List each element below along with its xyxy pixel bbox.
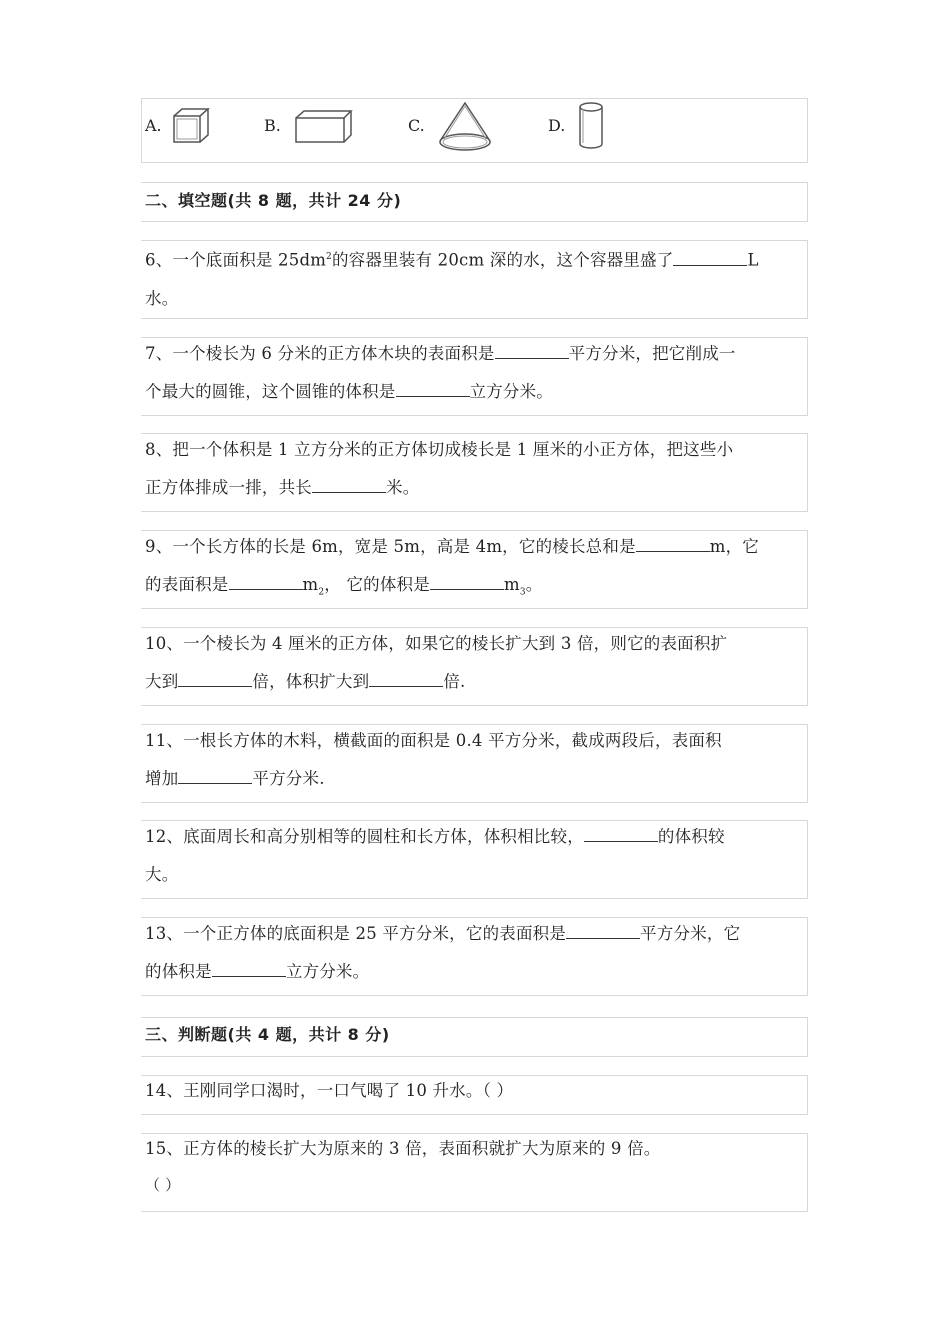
answer-parentheses[interactable]: （ ） — [145, 1176, 181, 1194]
option-d-label: D. — [548, 116, 566, 135]
cuboid-icon — [293, 108, 355, 146]
answer-blank[interactable] — [396, 380, 470, 397]
question-7: 7、一个棱长为 6 分米的正方体木块的表面积是 平方分米，把它削成一 个最大的圆锥，这个圆锥的体积是 立方分米。 — [145, 344, 736, 401]
question-12: 12、底面周长和高分别相等的圆柱和长方体，体积相比较， 的体积较 大。 — [145, 827, 725, 884]
answer-blank[interactable] — [584, 825, 658, 842]
cone-icon — [436, 99, 494, 155]
answer-blank[interactable] — [636, 535, 710, 552]
question-13: 13、一个正方体的底面积是 25 平方分米，它的表面积是 平方分米，它 的体积是 立方分米。 — [145, 924, 741, 981]
section2-title: 二、填空题(共 8 题，共计 24 分) — [145, 191, 402, 210]
answer-blank[interactable] — [495, 342, 569, 359]
answer-blank[interactable] — [673, 249, 747, 266]
question-14: 14、王刚同学口渴时，一口气喝了 10 升水。（ ） — [145, 1081, 514, 1100]
answer-blank[interactable] — [566, 922, 640, 939]
answer-blank[interactable] — [178, 670, 252, 687]
cylinder-icon — [576, 100, 606, 152]
question-9: 9、一个长方体的长是 6m，宽是 5m，高是 4m，它的棱长总和是 m，它 的表面积是 $m_2$， 它的体积是 $m_3$。 — [145, 537, 760, 598]
question-10: 10、一个棱长为 4 厘米的正方体，如果它的棱长扩大到 3 倍，则它的表面积扩 大到 倍，体积扩大到 倍. — [145, 634, 728, 691]
option-c-label: C. — [408, 116, 425, 135]
answer-blank[interactable] — [369, 670, 443, 687]
section3-title: 三、判断题(共 4 题，共计 8 分) — [145, 1025, 390, 1044]
answer-blank[interactable] — [178, 767, 252, 784]
cube-icon — [170, 106, 212, 146]
option-b-label: B. — [264, 116, 281, 135]
answer-blank[interactable] — [212, 960, 286, 977]
question-11: 11、一根长方体的木料，横截面的面积是 0.4 平方分米，截成两段后，表面积 增加 平方分米. — [145, 731, 722, 788]
option-a-label: A. — [145, 116, 162, 135]
question-15: 15、正方体的棱长扩大为原来的 3 倍，表面积就扩大为原来的 9 倍。 （ ） — [145, 1139, 661, 1194]
answer-blank[interactable] — [312, 476, 386, 493]
question-8: 8、把一个体积是 1 立方分米的正方体切成棱长是 1 厘米的小正方体，把这些小 正方体排成一排，共长 米。 — [145, 440, 734, 497]
answer-blank[interactable] — [229, 573, 303, 590]
answer-blank[interactable] — [430, 573, 504, 590]
question-6: 6、一个底面积是 $25dm^2$的容器里装有 20cm 深的水，这个容器里盛了 L 水。 — [145, 250, 759, 308]
